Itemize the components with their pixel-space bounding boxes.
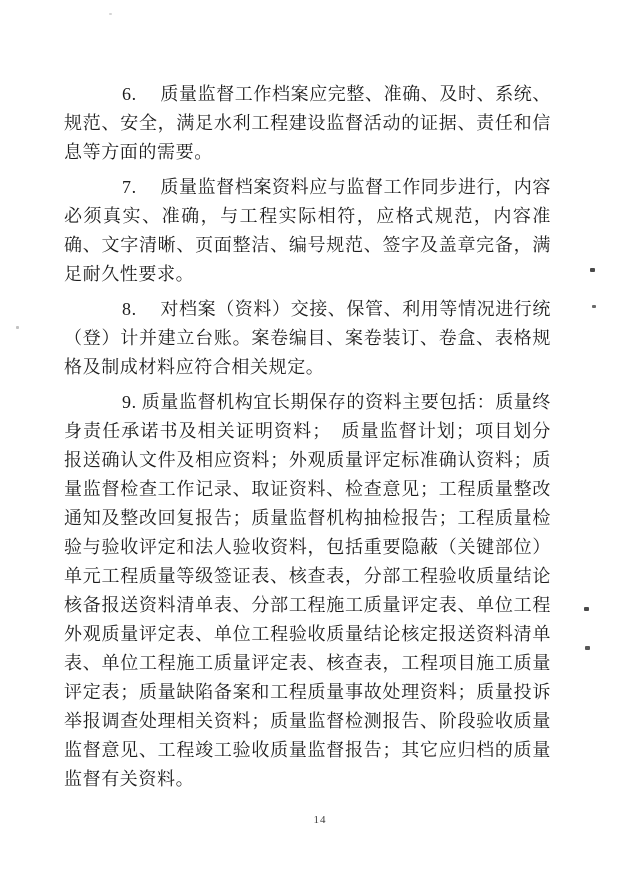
document-body <box>64 80 551 794</box>
scan-speck <box>16 326 19 329</box>
paragraph-item-7: 7. 质量监督档案资料应与监督工作同步进行，内容必须真实、准确，与工程实际相符，应格式规范，内容准确、文字清晰、页面整洁、编号规范、签字及盖章完备，满足耐久性要求。 <box>64 177 551 284</box>
scan-speck <box>584 607 589 611</box>
scan-speck <box>585 646 590 650</box>
scan-speck <box>590 268 595 272</box>
paragraph-item-8: 8. 对档案（资料）交接、保管、利用等情况进行统（登）计并建立台账。案卷编目、案卷装订、卷盒、表格规格及制成材料应符合相关规定。 <box>64 299 551 377</box>
paragraph-item-6: 6. 质量监督工作档案应完整、准确、及时、系统、规范、安全，满足水利工程建设监督活动的证据、责任和信息等方面的需要。 <box>64 84 551 162</box>
paragraph-item-9: 9. 质量监督机构宜长期保存的资料主要包括：质量终身责任承诺书及相关证明资料； 质量监督计划；项目划分报送确认文件及相应资料；外观质量评定标准确认资料；质量监督检查工作记录、取证资料、检查意见；工程质量整改通知及整改回复报告；质量监督机构抽检报告；工程质量检验与验收评定和法人验收资料，包括重要隐蔽（关键部位）单元工程质量等级签证表、核查表，分部工程验收质量结论核备报送资料清单表、分部工程施工质量评定表、单位工程外观质量评定表、单位工程验收质量结论核定报送资料清单表、单位工程施工质量评定表、核查表，工程项目施工质量评定表；质量缺陷备案和工程质量事故处理资料；质量投诉举报调查处理相关资料；质量监督检测报告、阶段验收质量监督意见、工程竣工验收质量监督报告；其它应归档的质量监督有关资料。 <box>64 392 551 789</box>
page-number: 14 <box>313 814 327 826</box>
scan-speck <box>592 305 596 308</box>
scan-speck <box>109 13 112 15</box>
